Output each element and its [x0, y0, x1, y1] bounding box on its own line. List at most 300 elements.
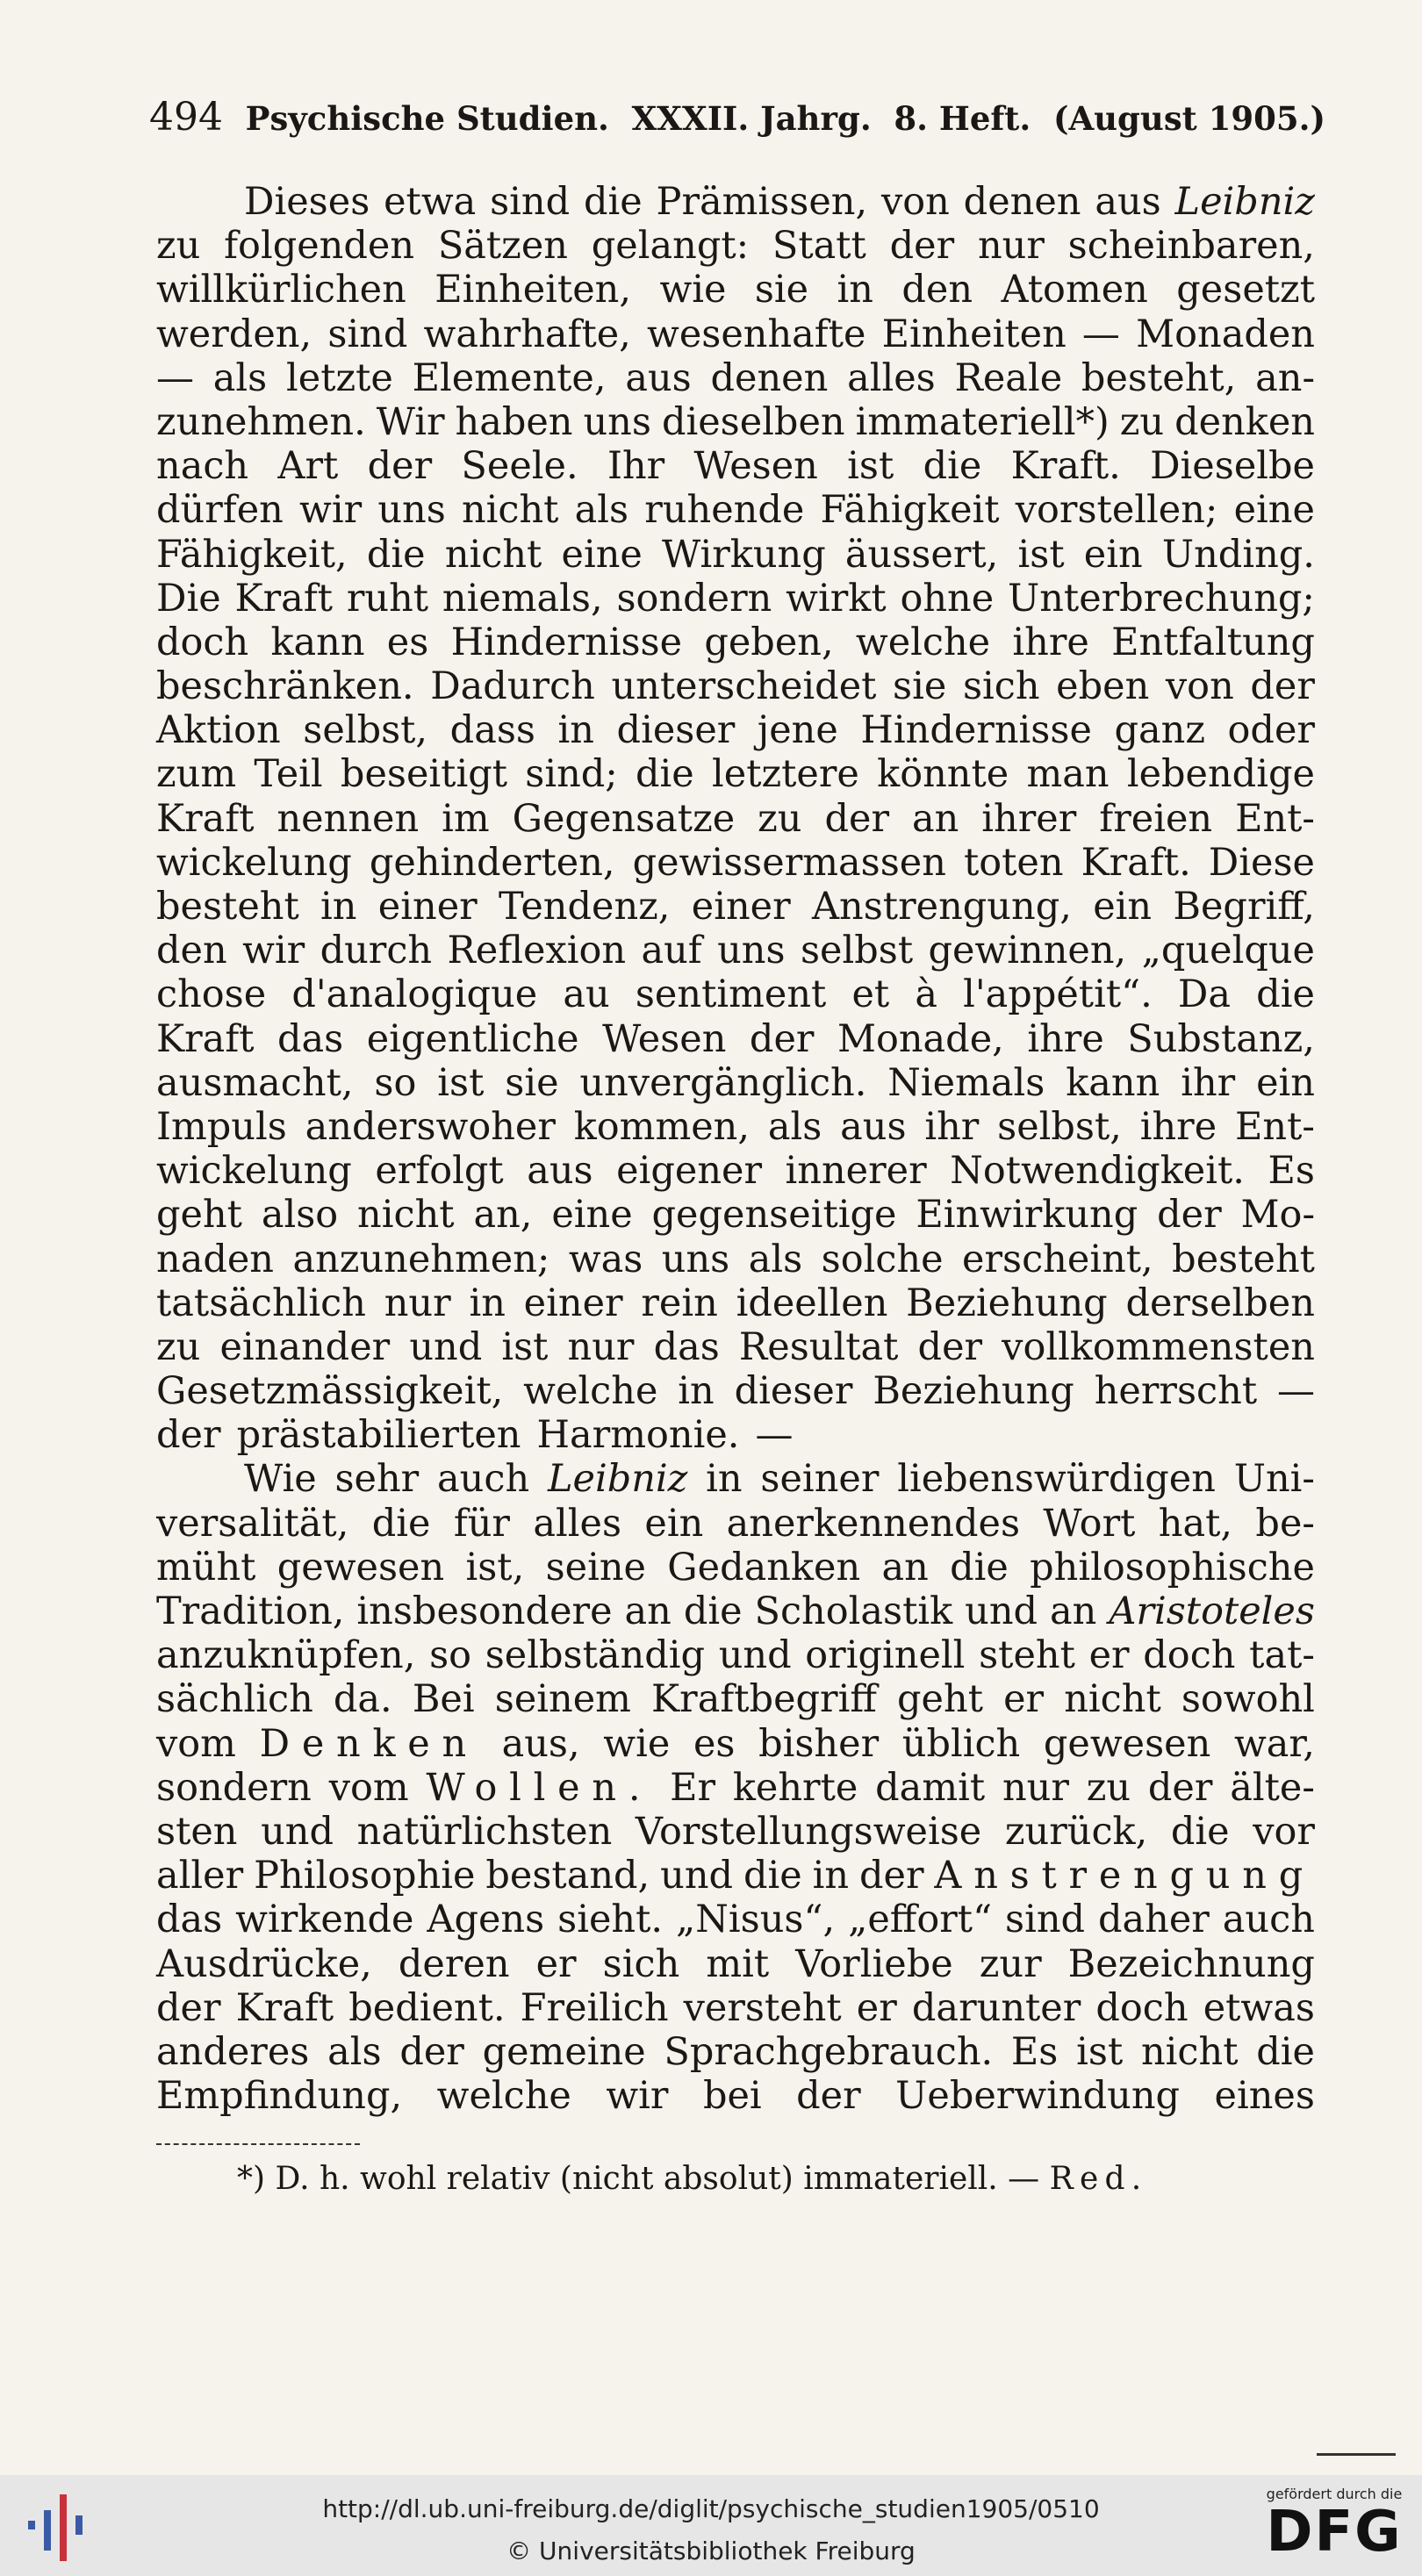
word: auch: [1222, 1898, 1315, 1942]
word: sich: [602, 1941, 680, 1986]
word: geht: [897, 1677, 983, 1722]
word: Gedanken: [667, 1545, 861, 1589]
word: an: [624, 1589, 672, 1633]
word: der: [824, 796, 890, 841]
word: nur: [1002, 1765, 1069, 1810]
word: Agens: [427, 1898, 545, 1942]
word: ganz: [1114, 708, 1205, 753]
word: vom: [328, 1765, 409, 1810]
word: welche: [855, 620, 991, 664]
word: Monaden: [1136, 312, 1315, 356]
word: ist: [437, 1060, 485, 1105]
text-line: [156, 533, 1315, 577]
word: letztere: [712, 752, 859, 797]
word: ist: [847, 444, 894, 489]
word: Beziehung: [873, 1369, 1074, 1414]
word: da.: [333, 1677, 392, 1722]
word: einer: [377, 885, 478, 929]
word: ein: [1256, 1060, 1315, 1105]
word: sächlich: [156, 1677, 313, 1722]
word: aller: [156, 1854, 244, 1898]
word: zu: [1086, 1765, 1131, 1810]
word: seinem: [494, 1677, 631, 1722]
word: Es: [1268, 1149, 1315, 1194]
word: ihre: [1027, 1016, 1104, 1061]
word: wirkt: [786, 576, 887, 621]
word: es: [386, 620, 429, 664]
word: daher: [1097, 1898, 1210, 1942]
permalink-url[interactable]: http://dl.ub.uni-freiburg.de/diglit/psychische_studien1905/0510: [322, 2494, 1100, 2523]
word: gegenseitige: [651, 1193, 897, 1238]
word: der: [399, 2029, 464, 2074]
text-line: [156, 1942, 1315, 1986]
word: sind;: [525, 752, 618, 797]
word: er: [1088, 1633, 1130, 1678]
word: das: [653, 1324, 720, 1369]
dfg-logo[interactable]: [1260, 2486, 1409, 2570]
text-line: [156, 1677, 1315, 1721]
word: die: [950, 1545, 1009, 1589]
word: Tradition,: [156, 1589, 345, 1633]
word: Kraft.: [1081, 840, 1191, 885]
word: Kraft: [156, 796, 255, 841]
word: anzunehmen;: [292, 1237, 550, 1281]
word: die: [1256, 2029, 1315, 2074]
word: die: [743, 1854, 802, 1898]
word: deren: [398, 1941, 510, 1986]
word: Kraft: [234, 576, 334, 621]
word: an: [881, 1545, 929, 1589]
word: älte-: [1230, 1765, 1315, 1810]
word: im: [442, 796, 490, 841]
word: sich: [962, 664, 1040, 709]
word: alles: [847, 355, 936, 400]
word: Art: [277, 444, 339, 489]
word: Wesen: [693, 444, 818, 489]
word: denen: [963, 180, 1081, 224]
word: ruhende: [644, 488, 805, 533]
word: das: [156, 1898, 223, 1942]
text-line: [156, 1017, 1315, 1061]
word: versteht: [683, 1985, 842, 2030]
word: Ent-: [1234, 1104, 1315, 1149]
word: müht: [156, 1545, 256, 1589]
word: Vorstellungsweise: [635, 1809, 982, 1854]
word: wahrhafte,: [423, 312, 631, 356]
word: ist: [1076, 2029, 1124, 2074]
word: an: [1050, 1589, 1097, 1633]
text-line: [156, 356, 1315, 400]
word: also: [261, 1193, 339, 1238]
word: kann: [1066, 1060, 1160, 1105]
word: au: [563, 972, 610, 1017]
footnote-text: *) D. h. wohl relativ (nicht absolut) immateriell. —: [237, 2161, 1040, 2197]
word: in: [469, 1281, 506, 1325]
word: wesenhafte: [647, 312, 866, 356]
word: besteht: [156, 885, 299, 929]
word: der: [889, 224, 955, 269]
word: nicht: [461, 488, 559, 533]
word: gewesen: [1043, 1721, 1211, 1766]
word: sten: [156, 1809, 238, 1854]
word: Scholastik: [754, 1589, 953, 1633]
word: der: [1250, 664, 1315, 709]
journal-title: Psychische Studien.: [245, 99, 609, 138]
word: „quelque: [1141, 929, 1315, 973]
word: Philosophie: [254, 1854, 476, 1898]
word: sentiment: [635, 972, 827, 1017]
word: Elemente,: [412, 355, 607, 400]
text-line: [156, 2074, 1315, 2118]
word: zur: [979, 1941, 1042, 1986]
word: anderes: [156, 2029, 310, 2074]
word: etwa: [384, 180, 477, 224]
word: vor: [1253, 1809, 1315, 1854]
word: seiner: [760, 1457, 880, 1502]
word: an: [911, 796, 959, 841]
word: ihre: [1012, 620, 1089, 664]
word: die: [683, 1589, 743, 1633]
word: gewinnen,: [928, 929, 1127, 973]
word: als: [767, 1104, 822, 1149]
word: eigener: [616, 1149, 763, 1194]
word: bedient.: [348, 1985, 506, 2030]
word: Einheiten: [881, 312, 1066, 356]
word: Kraftbegriff: [651, 1677, 877, 1722]
word: Wie: [244, 1457, 317, 1502]
text-line: [156, 400, 1315, 444]
word: Er: [670, 1765, 716, 1810]
word: beseitigt: [340, 752, 507, 797]
word: niemals,: [442, 576, 603, 621]
text-line: [156, 1810, 1315, 1854]
word: als: [327, 2029, 382, 2074]
word: denen: [710, 355, 829, 400]
word: wirkende: [235, 1898, 414, 1942]
word: Fähigkeit,: [156, 532, 348, 577]
word: sie: [754, 268, 809, 312]
word: Unterbrechung;: [1007, 576, 1315, 621]
text-line: [156, 1325, 1315, 1369]
word: Seele.: [461, 444, 578, 489]
word: darunter: [911, 1985, 1081, 2030]
word: erscheint,: [962, 1237, 1153, 1281]
word: selbst,: [303, 708, 428, 753]
word: selbst,: [997, 1104, 1122, 1149]
word: ist: [1017, 532, 1065, 577]
word: nicht: [1140, 2029, 1239, 2074]
word: versalität,: [156, 1501, 349, 1546]
word: einander: [219, 1324, 391, 1369]
word: die: [583, 180, 643, 224]
word: solche: [821, 1237, 944, 1281]
word: immateriell*): [855, 399, 1110, 444]
word: „Nisus“,: [676, 1898, 836, 1942]
word: sondern: [616, 576, 772, 621]
word: nicht: [357, 1193, 455, 1238]
word: sie: [893, 664, 947, 709]
word: gewesen: [276, 1545, 445, 1589]
word: Entfaltung: [1111, 620, 1315, 664]
word: Wir: [376, 399, 445, 444]
word: an-: [1255, 355, 1315, 400]
word: Prämissen,: [656, 180, 868, 224]
word: herrscht: [1094, 1369, 1258, 1414]
text-line: [156, 1369, 1315, 1413]
word: zurück,: [1004, 1809, 1148, 1854]
word: Gesetzmässigkeit,: [156, 1369, 504, 1414]
word: Ueberwindung: [895, 2074, 1181, 2119]
word: welche: [523, 1369, 658, 1414]
word: Anstrengung,: [811, 885, 1072, 929]
sponsor-line: gefördert durch die: [1266, 2486, 1403, 2502]
word: die: [371, 1501, 431, 1546]
word: und: [660, 1854, 734, 1898]
word: in: [837, 268, 873, 312]
word: geben,: [704, 620, 834, 664]
word: wickelung: [156, 1149, 352, 1194]
word: die: [366, 532, 426, 577]
word: selbst: [800, 929, 914, 973]
word: besteht: [1172, 1237, 1315, 1281]
word: oder: [1227, 708, 1315, 753]
word: et: [851, 972, 890, 1017]
word: bestand,: [485, 1854, 650, 1898]
word: wie: [603, 1721, 671, 1766]
word: d'analogique: [291, 972, 538, 1017]
word: Vorliebe: [795, 1941, 953, 1986]
word: zum: [156, 752, 237, 797]
word: Bezeichnung: [1067, 1941, 1315, 1986]
word: Einheiten,: [434, 268, 632, 312]
word: die: [636, 752, 694, 797]
word: erfolgt: [375, 1149, 504, 1194]
word: den: [156, 929, 227, 973]
word: zu: [758, 796, 802, 841]
word: dürfen: [156, 488, 284, 533]
word: er: [856, 1985, 897, 2030]
word: ohne: [900, 576, 995, 621]
word: wir: [299, 488, 363, 533]
word: Atomen: [1001, 268, 1148, 312]
text-line: [156, 929, 1315, 972]
word: als: [748, 1237, 803, 1281]
word: „effort“: [848, 1898, 993, 1942]
word: üblich: [901, 1721, 1021, 1766]
issue-date: (August 1905.): [1052, 99, 1325, 138]
word: ein: [1093, 885, 1153, 929]
word: alles: [533, 1501, 622, 1546]
word: wickelung: [156, 840, 352, 885]
word: beschränken.: [156, 664, 414, 709]
word: vom: [156, 1721, 236, 1766]
word: Mo-: [1240, 1193, 1315, 1238]
word: zu: [156, 1324, 201, 1369]
word: wir: [606, 2074, 669, 2119]
word: gehinderten,: [369, 840, 615, 885]
word: Uni-: [1233, 1457, 1315, 1502]
word: Substanz,: [1127, 1016, 1315, 1061]
word: er: [535, 1941, 577, 1986]
word: aus: [625, 355, 692, 400]
word: l'appétit“.: [963, 972, 1153, 1017]
word: Wort: [1043, 1501, 1136, 1546]
word: dieselben: [661, 399, 845, 444]
word: nicht: [444, 532, 542, 577]
word: Kraft: [156, 1016, 255, 1061]
text-line: [156, 488, 1315, 532]
word: dieser: [734, 1369, 853, 1414]
word: Es: [1010, 2029, 1059, 2074]
word: ruht: [346, 576, 429, 621]
word: zunehmen.: [156, 399, 366, 444]
word: folgenden: [224, 224, 415, 269]
word: eigentliche: [366, 1016, 579, 1061]
word: Denken: [259, 1721, 478, 1766]
text-line: [156, 664, 1315, 708]
word: die: [1256, 972, 1315, 1017]
word: rein: [641, 1281, 718, 1325]
digital-library-footer: [0, 2475, 1422, 2576]
word: ist: [501, 1324, 549, 1369]
word: auf: [641, 929, 702, 973]
text-line: [156, 577, 1315, 621]
word: eines: [1214, 2074, 1315, 2119]
word: Reale: [954, 355, 1063, 400]
word: war,: [1233, 1721, 1315, 1766]
text-line: [156, 841, 1315, 885]
text-line: [156, 268, 1315, 312]
word: Unding.: [1161, 532, 1315, 577]
word: und: [409, 1324, 483, 1369]
word: originell: [805, 1633, 966, 1678]
text-line: [156, 1722, 1315, 1766]
word: aus: [1095, 180, 1161, 224]
word: Hindernisse: [450, 620, 683, 664]
word: vorstellen;: [1015, 488, 1218, 533]
text-line: [156, 180, 1315, 224]
word: als: [212, 355, 268, 400]
word: denken: [1174, 399, 1315, 444]
text-line: [156, 1854, 1315, 1898]
word: toten: [963, 840, 1064, 885]
word: Dieses: [244, 180, 370, 224]
text-line: [156, 224, 1315, 268]
word: sind: [1005, 1898, 1086, 1942]
text-line: [156, 1193, 1315, 1237]
word: man: [1026, 752, 1110, 797]
word: Begriff,: [1173, 885, 1315, 929]
word: Sprachgebrauch.: [664, 2029, 994, 2074]
word: wie: [659, 268, 727, 312]
word: von: [880, 180, 950, 224]
word: innerer: [785, 1149, 927, 1194]
word: eben: [1056, 664, 1150, 709]
word: werden,: [156, 312, 312, 356]
word: für: [453, 1501, 510, 1546]
word: doch: [156, 620, 249, 664]
word: philosophische: [1030, 1545, 1315, 1589]
word: natürlichsten: [356, 1809, 613, 1854]
word: Harmonie.: [536, 1413, 740, 1458]
text-line: [156, 1149, 1315, 1193]
word: und: [965, 1589, 1038, 1633]
issue-label: 8. Heft.: [894, 99, 1031, 138]
word: tatsächlich: [156, 1281, 366, 1325]
word: Beziehung: [906, 1281, 1108, 1325]
word: einer: [691, 885, 791, 929]
word: in: [557, 708, 594, 753]
word: an,: [473, 1193, 533, 1238]
word: der: [1157, 1193, 1222, 1238]
text-line: [156, 2030, 1315, 2074]
word: bisher: [758, 1721, 880, 1766]
word: letzte: [286, 355, 393, 400]
word: Hindernisse: [860, 708, 1092, 753]
word: ihre: [1139, 1104, 1217, 1149]
word: seine: [545, 1545, 646, 1589]
word: à: [915, 972, 937, 1017]
text-line: [156, 1589, 1315, 1633]
word: Reflexion: [447, 929, 627, 973]
word: jene: [757, 708, 838, 753]
text-line: [156, 1633, 1315, 1677]
text-line: [156, 797, 1315, 841]
word: Wesen: [602, 1016, 727, 1061]
word: dass: [449, 708, 535, 753]
word: steht: [979, 1633, 1075, 1678]
word: Einwirkung: [916, 1193, 1138, 1238]
footnote: [237, 2161, 1290, 2197]
word: in: [320, 885, 357, 929]
word: ihrer: [981, 796, 1077, 841]
word: Aktion: [156, 708, 281, 753]
word: Ihr: [607, 444, 665, 489]
word: —: [755, 1413, 794, 1458]
word: der: [917, 1324, 983, 1369]
word: uns: [717, 929, 786, 973]
text-line: [156, 444, 1315, 488]
word: Empfindung,: [156, 2074, 403, 2119]
text-line: [156, 1986, 1315, 2030]
body-text: [156, 180, 1315, 2118]
word: in: [812, 1854, 850, 1898]
word: Statt: [772, 224, 866, 269]
word: damit: [875, 1765, 986, 1810]
word: ihr: [924, 1104, 980, 1149]
word: anzuknüpfen,: [156, 1633, 416, 1678]
word: die: [923, 444, 982, 489]
word: sehr: [334, 1457, 420, 1502]
word: ein: [1083, 532, 1143, 577]
word: Dadurch: [430, 664, 595, 709]
dfg-logo-text: DFG: [1266, 2500, 1403, 2565]
word: gelangt:: [591, 224, 750, 269]
word: Fähigkeit: [820, 488, 1000, 533]
word: vollkommensten: [1002, 1324, 1315, 1369]
word: den: [901, 268, 973, 312]
word: nicht: [1064, 1677, 1161, 1722]
word: Ausdrücke,: [156, 1941, 372, 1986]
text-line: [156, 312, 1315, 356]
text-line: [156, 752, 1315, 796]
word: wir: [242, 929, 305, 973]
word: und: [261, 1809, 334, 1854]
page-edge-mark: [1317, 2453, 1396, 2456]
word: und: [718, 1633, 792, 1678]
word: ein: [644, 1501, 704, 1546]
word: in: [706, 1457, 743, 1502]
